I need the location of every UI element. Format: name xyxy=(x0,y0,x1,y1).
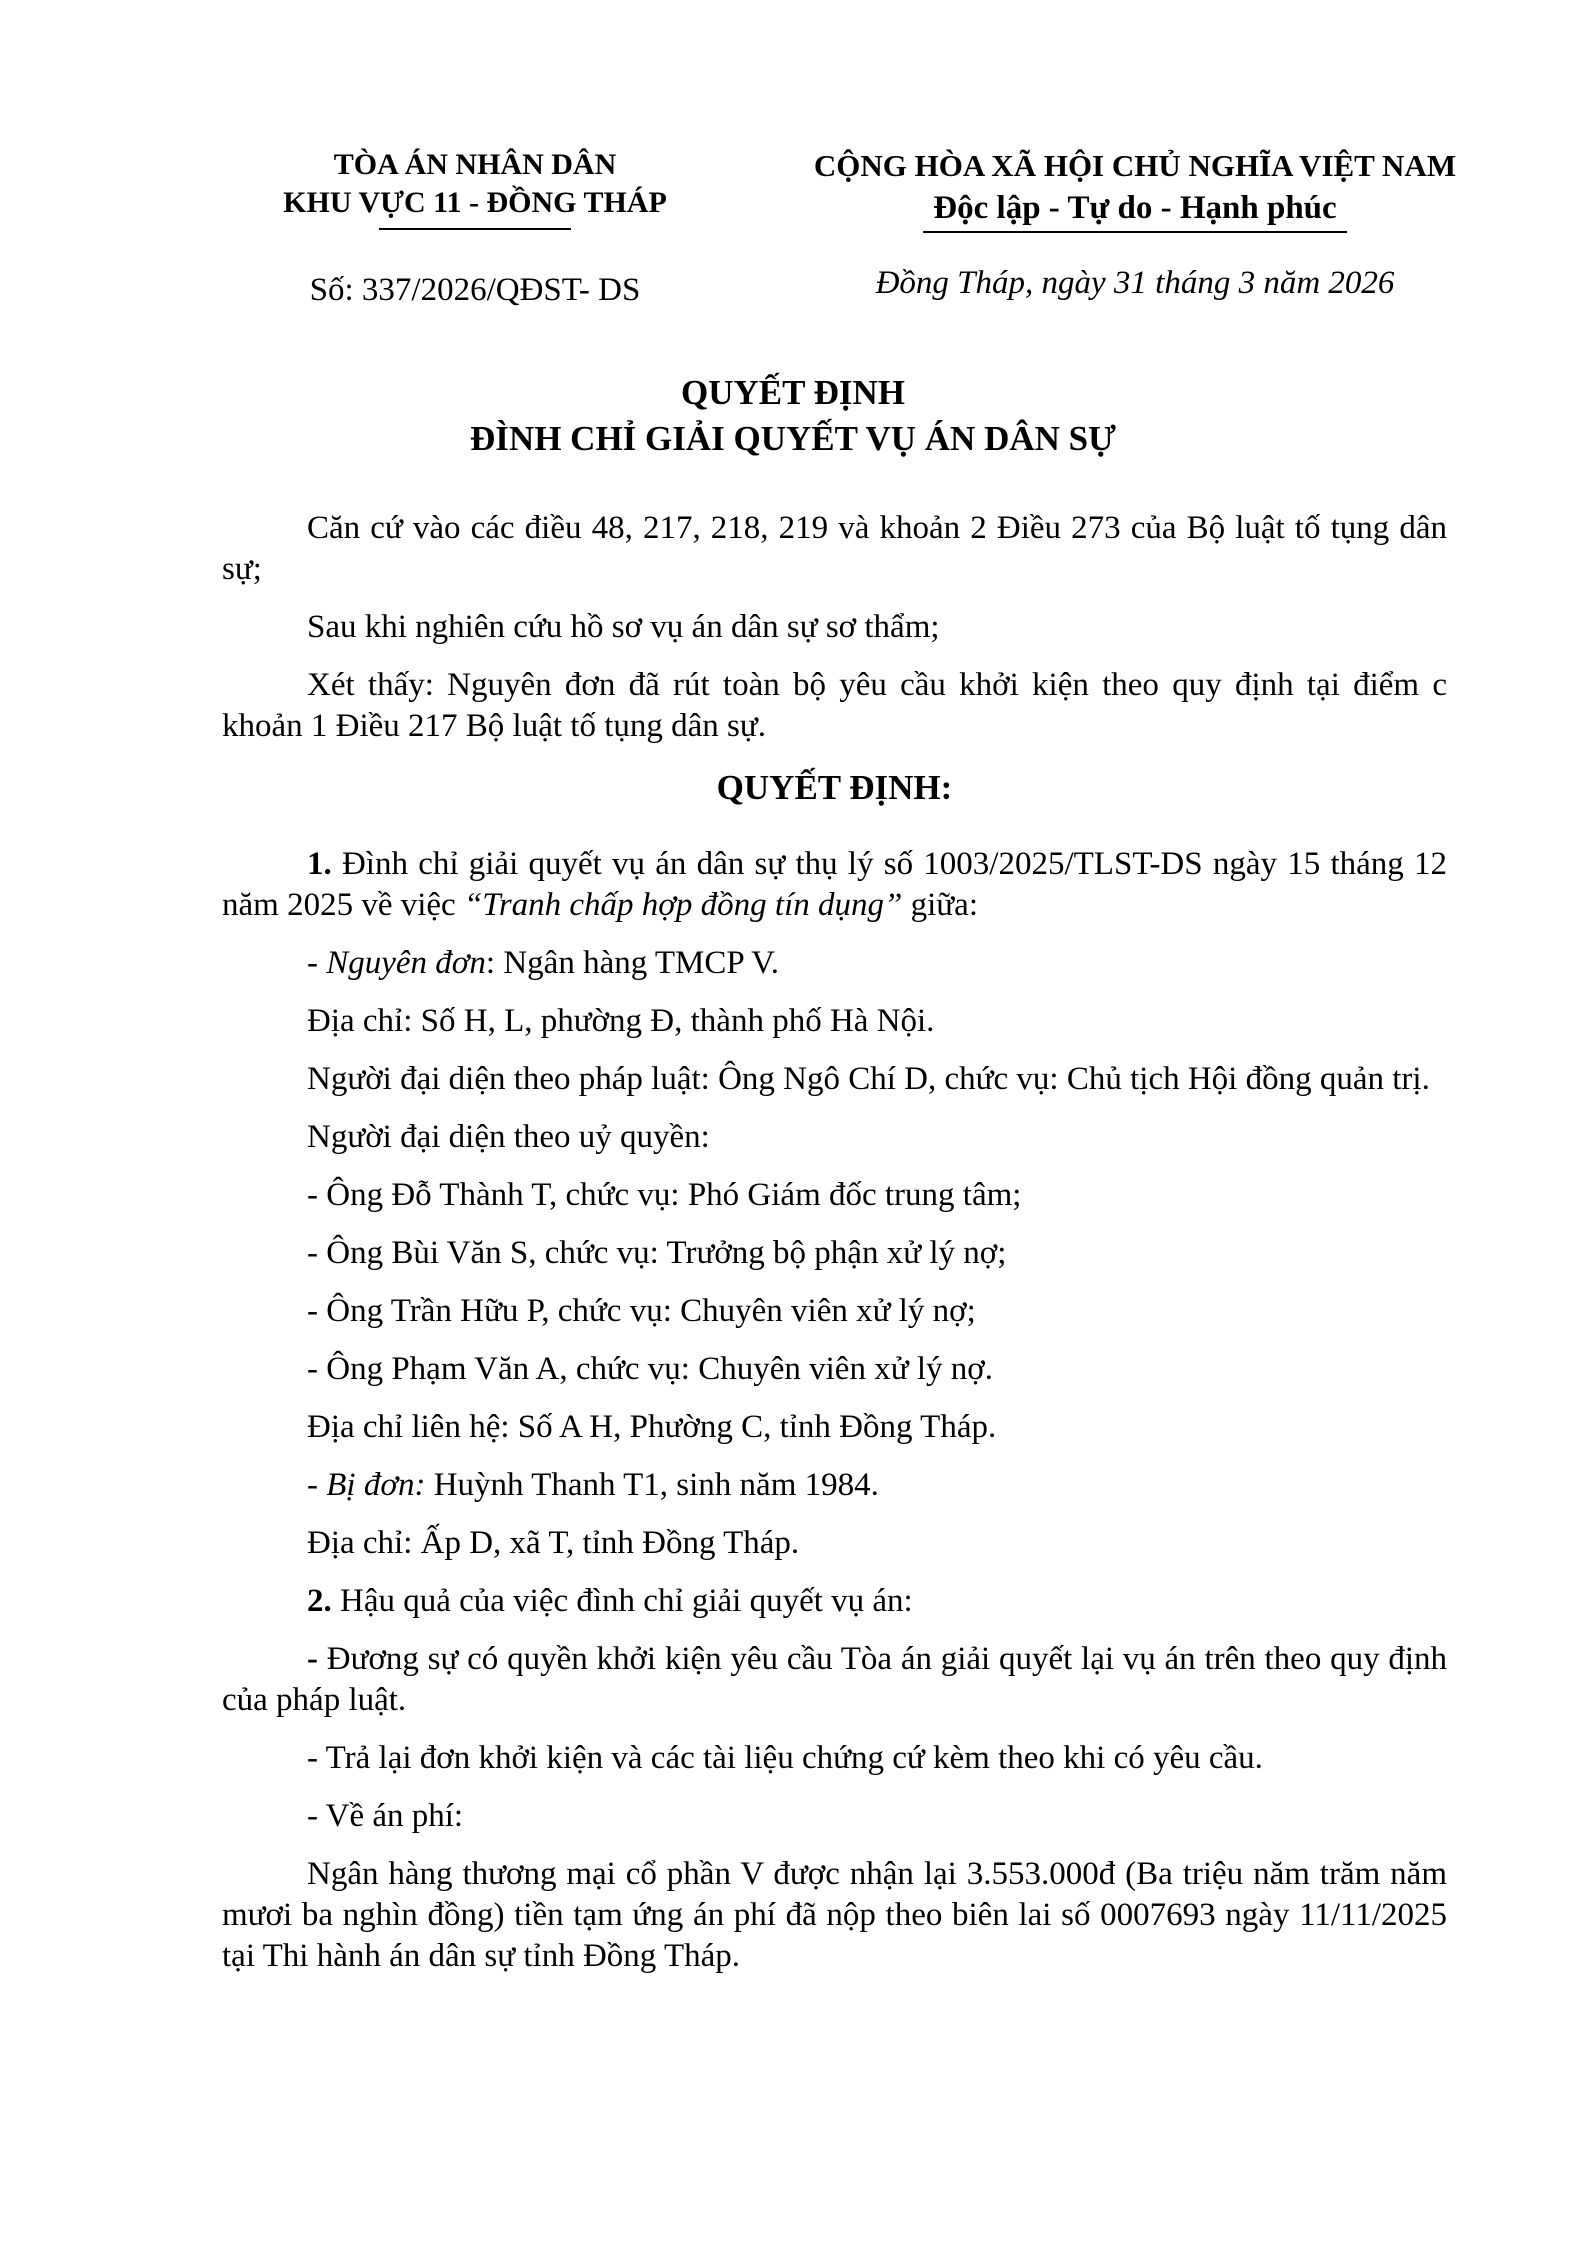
court-header-block xyxy=(180,146,770,310)
text-run: 2. xyxy=(307,1583,332,1619)
case-number: Số: 337/2026/QĐST- DS xyxy=(309,272,641,308)
document-body xyxy=(222,508,1447,1977)
paragraph xyxy=(222,943,1447,984)
paragraph xyxy=(222,1349,1447,1390)
text-run: - Ông Bùi Văn S, chức vụ: Trưởng bộ phận xử lý nợ; xyxy=(307,1235,1007,1271)
paragraph xyxy=(222,1523,1447,1564)
text-run: Người đại diện theo pháp luật: Ông Ngô Chí D, chức vụ: Chủ tịch Hội đồng quản trị. xyxy=(307,1061,1430,1097)
court-name-line1: TÒA ÁN NHÂN DÂN xyxy=(333,148,617,181)
text-run: - Ông Phạm Văn A, chức vụ: Chuyên viên xử lý nợ. xyxy=(307,1351,993,1387)
text-run: Địa chỉ: Ấp D, xã T, tỉnh Đồng Tháp. xyxy=(307,1525,800,1561)
document-title xyxy=(0,370,1586,462)
national-header-block xyxy=(770,146,1500,303)
text-run: QUYẾT ĐỊNH: xyxy=(716,768,953,807)
text-run: 1. xyxy=(307,846,332,882)
text-run: Ngân hàng thương mại cổ phần V được nhận lại 3.553.000đ (Ba triệu năm trăm năm mươi ba nghìn đồng) tiền tạm ứng án phí đã nộp theo biên lai số 0007693 ngày 11/11/2025 tại Thi hành án dân sự tỉnh Đồng Tháp. xyxy=(222,1856,1447,1974)
text-run: Sau khi nghiên cứu hồ sơ vụ án dân sự sơ thẩm; xyxy=(307,609,940,645)
text-run: : Ngân hàng TMCP V. xyxy=(485,945,779,981)
section-heading xyxy=(222,765,1447,810)
text-run: Hậu quả của việc đình chỉ giải quyết vụ án: xyxy=(331,1583,913,1619)
paragraph xyxy=(222,1117,1447,1158)
text-run: - Trả lại đơn khởi kiện và các tài liệu chứng cứ kèm theo khi có yêu cầu. xyxy=(307,1740,1263,1776)
national-motto-line: Độc lập - Tự do - Hạnh phúc xyxy=(923,188,1346,233)
text-run: “Tranh chấp hợp đồng tín dụng” xyxy=(463,887,903,923)
document-title-line2: ĐÌNH CHỈ GIẢI QUYẾT VỤ ÁN DÂN SỰ xyxy=(470,419,1116,458)
paragraph xyxy=(222,1175,1447,1216)
text-run: Đương sự có quyền khởi kiện yêu cầu Tòa án giải quyết lại vụ án trên theo quy định của pháp luật. xyxy=(222,1641,1447,1718)
text-run: Địa chỉ liên hệ: Số A H, Phường C, tỉnh Đồng Tháp. xyxy=(307,1409,997,1445)
text-run: giữa: xyxy=(902,887,978,923)
divider-line xyxy=(379,228,571,230)
paragraph xyxy=(222,1639,1447,1721)
paragraph xyxy=(222,1059,1447,1100)
document-header xyxy=(0,146,1586,310)
paragraph xyxy=(222,1581,1447,1622)
paragraph xyxy=(222,1796,1447,1837)
paragraph xyxy=(222,1407,1447,1448)
paragraph xyxy=(222,607,1447,648)
text-run: Huỳnh Thanh T1, sinh năm 1984. xyxy=(425,1467,879,1503)
paragraph xyxy=(222,1854,1447,1977)
text-run: Người đại diện theo uỷ quyền: xyxy=(307,1119,710,1155)
text-run: Xét thấy: Nguyên đơn đã rút toàn bộ yêu cầu khởi kiện theo quy định tại điểm c khoản 1 Điều 217 Bộ luật tố tụng dân sự. xyxy=(222,667,1447,744)
paragraph xyxy=(222,844,1447,926)
paragraph xyxy=(222,1291,1447,1332)
date-line: Đồng Tháp, ngày 31 tháng 3 năm 2026 xyxy=(875,265,1395,301)
paragraph xyxy=(222,1233,1447,1274)
text-run: Căn cứ vào các điều 48, 217, 218, 219 và khoản 2 Điều 273 của Bộ luật tố tụng dân sự; xyxy=(222,510,1447,587)
text-run: - xyxy=(307,1641,318,1677)
national-name-line: CỘNG HÒA XÃ HỘI CHỦ NGHĨA VIỆT NAM xyxy=(813,148,1457,183)
paragraph xyxy=(222,1465,1447,1506)
national-motto-wrap xyxy=(770,188,1500,233)
text-run: Bị đơn: xyxy=(326,1467,426,1503)
court-name-line2: KHU VỰC 11 - ĐỒNG THÁP xyxy=(283,186,667,219)
text-run: Nguyên đơn xyxy=(326,945,486,981)
text-run: - Ông Đỗ Thành T, chức vụ: Phó Giám đốc trung tâm; xyxy=(307,1177,1022,1213)
document-title-line1: QUYẾT ĐỊNH xyxy=(681,373,905,412)
paragraph xyxy=(222,508,1447,590)
text-run: - xyxy=(307,945,327,981)
text-run: - Về án phí: xyxy=(307,1798,464,1834)
text-run: Địa chỉ: Số H, L, phường Đ, thành phố Hà Nội. xyxy=(307,1003,935,1039)
text-run: - Ông Trần Hữu P, chức vụ: Chuyên viên xử lý nợ; xyxy=(307,1293,976,1329)
paragraph xyxy=(222,665,1447,747)
text-run: - xyxy=(307,1467,327,1503)
paragraph xyxy=(222,1738,1447,1779)
text-run: Đình chỉ giải quyết vụ án dân sự thụ lý số 1003/2025/TLST-DS ngày 15 tháng 12 năm 2025 về việc xyxy=(222,846,1447,923)
paragraph xyxy=(222,1001,1447,1042)
